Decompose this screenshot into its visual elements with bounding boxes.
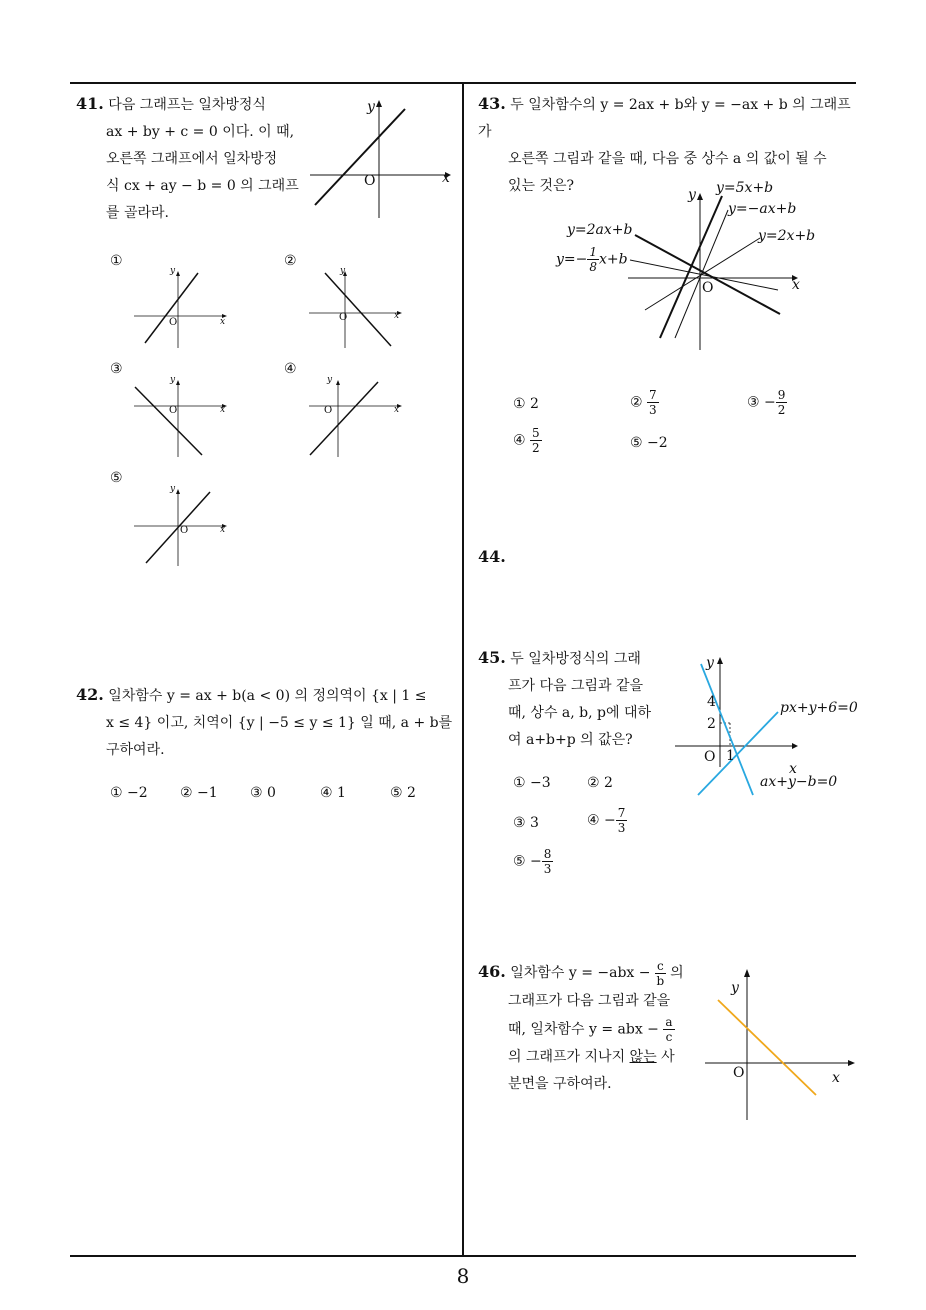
denominator: 8 (589, 260, 598, 274)
numerator: 1 (589, 245, 598, 259)
problem-text: 그래프가 다음 그림과 같을 (508, 992, 671, 1009)
column-divider (462, 82, 464, 1256)
problem-text: 프가 다음 그림과 같을 (508, 678, 644, 694)
line-label-2ax: y=2ax+b (567, 222, 633, 238)
choice-2[interactable]: ② 2 (587, 775, 613, 791)
problem-text: 를 골라라. (106, 205, 169, 221)
choice-graph-2[interactable] (305, 268, 405, 353)
problem-text: 분면을 구하여라. (508, 1075, 612, 1092)
bottom-rule (70, 1255, 856, 1257)
line-label-neg-eighth (556, 245, 628, 274)
tick-label-1: 1 (726, 748, 735, 764)
choice-5[interactable] (513, 847, 553, 876)
axis-label-y: y (170, 375, 176, 385)
problem-text: 다음 그래프는 일차방정식 (108, 97, 266, 113)
axis-label-x: x (792, 277, 800, 293)
denominator: 2 (777, 403, 786, 417)
choice-mark-1[interactable]: ① (110, 253, 123, 269)
problem-text: 오른쪽 그래프에서 일차방정 (106, 151, 278, 167)
choice-mark: ③ − (747, 394, 776, 411)
choice-mark: ④ (513, 432, 526, 449)
denominator: c (665, 1029, 673, 1044)
fraction (776, 388, 788, 417)
problem-text: x ≤ 4} 이고, 치역이 {y | −5 ≤ y ≤ 1} 일 때, a + b를 (106, 715, 453, 731)
fraction (655, 959, 666, 988)
axis-label-y: y (367, 99, 375, 115)
problem-46 (478, 958, 698, 1098)
problem-text: 일차함수 y = ax + b(a < 0) 의 정의역이 {x | 1 ≤ (108, 688, 427, 704)
axis-label-x: x (789, 761, 797, 777)
choice-mark-3[interactable]: ③ (110, 361, 123, 377)
problem-44 (478, 543, 506, 572)
fraction (542, 847, 554, 876)
choice-3[interactable]: ③ 0 (250, 785, 276, 801)
line-label-2x: y=2x+b (758, 228, 816, 244)
line-label-neg-ax: y=−ax+b (728, 201, 797, 217)
numerator: a (665, 1014, 673, 1029)
axis-label-x: x (220, 405, 226, 415)
fraction (663, 1015, 674, 1044)
fraction (647, 388, 659, 417)
origin-label: O (364, 173, 376, 189)
problem-text: 때, 일차함수 y = abx − (508, 1021, 659, 1037)
problem-number: 46. (478, 962, 506, 981)
axis-label-x: x (394, 405, 400, 415)
label-part: y=− (556, 251, 588, 268)
origin-label: O (702, 280, 714, 296)
axis-label-y: y (170, 266, 176, 276)
denominator: 3 (543, 862, 552, 876)
underlined-text: 않는 (629, 1048, 657, 1065)
problem-text: 사 (661, 1048, 675, 1065)
choice-1[interactable]: ① −2 (110, 785, 148, 801)
problem-text: 의 (670, 965, 684, 981)
problem-text: 식 cx + ay − b = 0 의 그래프 (106, 178, 299, 194)
problem-text: 의 그래프가 지나지 (508, 1048, 626, 1065)
origin-label: O (180, 525, 189, 536)
problem-text: 구하여라. (106, 742, 165, 758)
fraction (530, 426, 542, 455)
tick-label-4: 4 (707, 694, 716, 710)
choice-mark: ② (630, 394, 643, 411)
problem-text: 있는 것은? (508, 178, 575, 194)
choice-1[interactable]: ① −3 (513, 775, 551, 791)
numerator: 9 (777, 388, 786, 402)
problem-number: 42. (76, 685, 104, 704)
denominator: 3 (617, 821, 626, 835)
problem-text: 여 a+b+p 의 값은? (508, 732, 633, 748)
axis-label-x: x (832, 1070, 840, 1086)
axis-label-y: y (688, 187, 696, 203)
choice-mark-5[interactable]: ⑤ (110, 470, 123, 486)
axis-label-y: y (706, 655, 714, 671)
numerator: 7 (649, 388, 657, 402)
origin-label: O (704, 749, 716, 765)
problem-number: 45. (478, 648, 506, 667)
problem-number: 41. (76, 94, 104, 113)
page-number: 8 (456, 1264, 470, 1288)
problem-45 (478, 644, 678, 754)
choice-graph-4[interactable] (305, 377, 405, 462)
label-part: x+b (599, 251, 628, 268)
problem-text: 일차함수 y = −abx − (510, 965, 651, 981)
axis-label-y: y (327, 375, 333, 385)
fraction (616, 806, 628, 835)
denominator: b (656, 973, 665, 988)
numerator: 5 (532, 426, 540, 440)
axis-label-x: x (220, 525, 226, 535)
problem-number: 43. (478, 94, 506, 113)
numerator: 8 (543, 847, 552, 861)
denominator: 3 (649, 403, 657, 417)
axis-label-x: x (394, 311, 400, 321)
choice-5[interactable]: ⑤ 2 (390, 785, 416, 801)
choice-1[interactable]: ① 2 (513, 396, 539, 412)
denominator: 2 (532, 441, 540, 455)
origin-label: O (339, 312, 348, 323)
axis-label-x: x (442, 170, 450, 186)
problem-number: 44. (478, 547, 506, 566)
origin-label: O (324, 405, 333, 416)
numerator: c (656, 958, 664, 973)
fraction (587, 245, 599, 274)
q46-graph (700, 965, 860, 1125)
line-label-a: ax+y−b=0 (760, 774, 838, 790)
choice-mark-4[interactable]: ④ (284, 361, 297, 377)
choice-3[interactable] (747, 388, 787, 417)
origin-label: O (733, 1065, 745, 1081)
axis-label-y: y (731, 980, 739, 996)
choice-mark: ⑤ − (513, 853, 542, 870)
problem-42 (76, 681, 456, 764)
line-label-p: px+y+6=0 (780, 700, 858, 716)
q41-main-graph (305, 95, 455, 225)
numerator: 7 (617, 806, 626, 820)
axis-label-y: y (340, 266, 346, 276)
axis-label-y: y (170, 484, 176, 494)
problem-text: 두 일차함수의 y = 2ax + b와 y = −ax + b 의 그래프가 (478, 97, 851, 140)
origin-label: O (169, 317, 178, 328)
origin-label: O (169, 405, 178, 416)
choice-2[interactable]: ② −1 (180, 785, 218, 801)
choice-5[interactable]: ⑤ −2 (630, 435, 668, 451)
problem-text: 두 일차방정식의 그래 (510, 651, 641, 667)
choice-4[interactable] (587, 806, 627, 835)
problem-text: 때, 상수 a, b, p에 대하 (508, 705, 652, 721)
problem-41 (76, 90, 306, 227)
problem-text: 오른쪽 그림과 같을 때, 다음 중 상수 a 의 값이 될 수 (508, 151, 827, 167)
choice-4[interactable]: ④ 1 (320, 785, 346, 801)
tick-label-2: 2 (707, 716, 716, 732)
choice-3[interactable]: ③ 3 (513, 815, 539, 831)
choice-mark: ④ − (587, 812, 616, 829)
choice-graph-1[interactable] (130, 268, 230, 353)
choice-2[interactable] (630, 388, 659, 417)
line-label-5x: y=5x+b (716, 180, 774, 196)
choice-graph-3[interactable] (130, 377, 230, 462)
axis-label-x: x (220, 317, 226, 327)
problem-text: ax + by + c = 0 이다. 이 때, (106, 124, 295, 140)
choice-mark-2[interactable]: ② (284, 253, 297, 269)
choice-4[interactable] (513, 426, 542, 455)
